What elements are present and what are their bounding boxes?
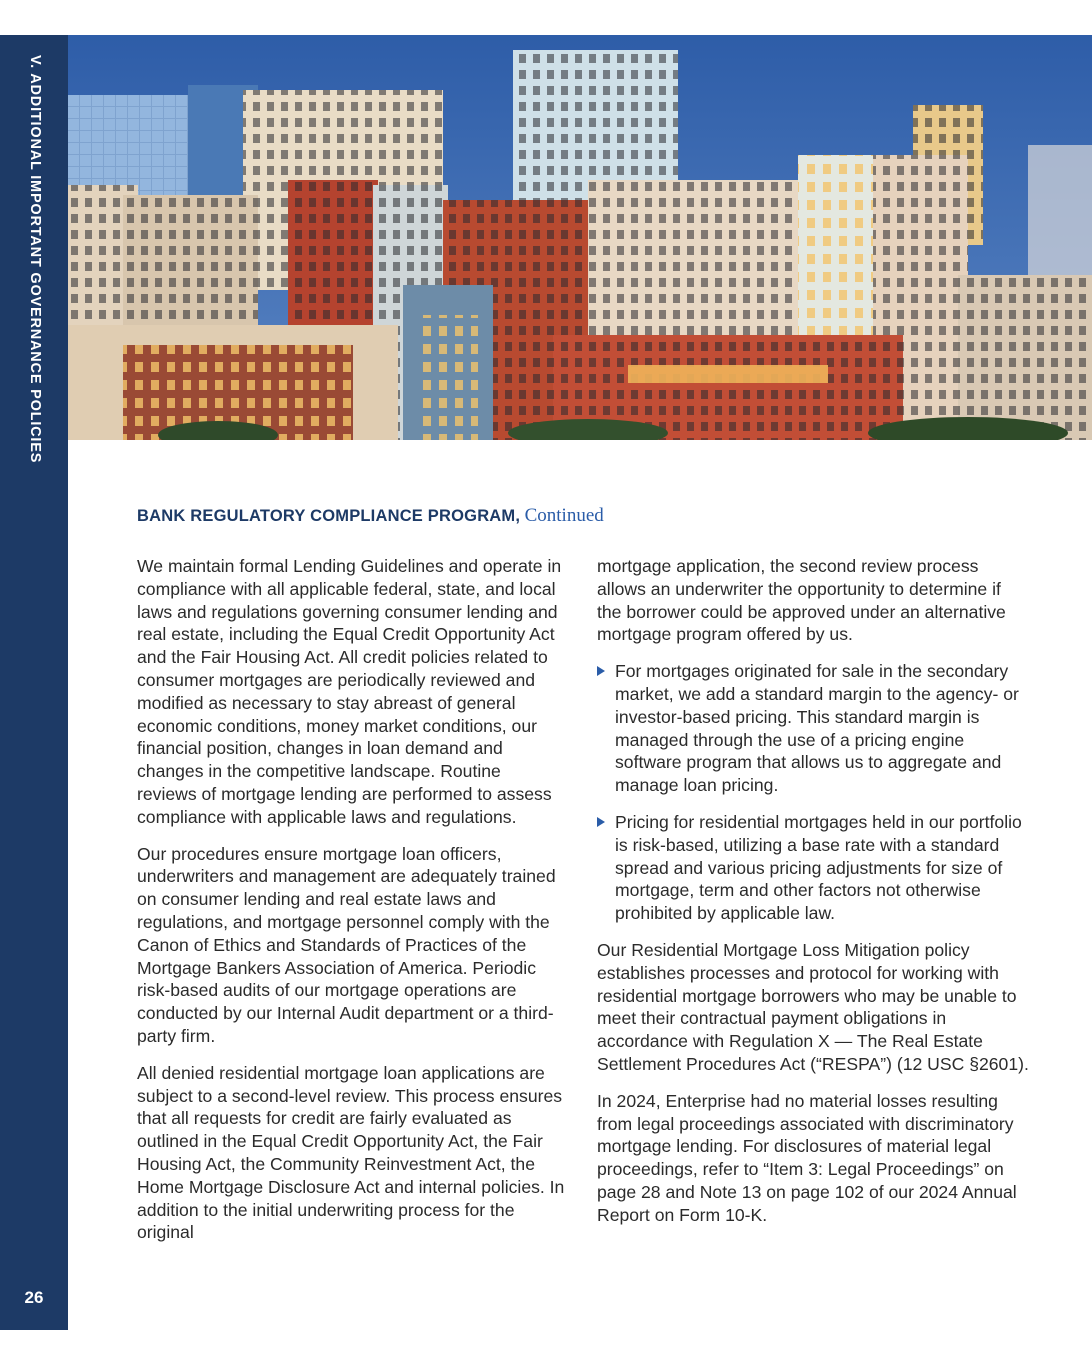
city-skyline-illustration — [68, 35, 1092, 440]
left-column — [137, 555, 565, 1258]
bullet-item — [597, 811, 1029, 925]
bullet-item — [597, 660, 1029, 797]
bullet-text: Pricing for residential mortgages held in our portfolio is risk-based, utilizing a base rate with a standard spread and various pricing adjustments for size of mortgage, term and other factors not otherwise prohibited by applicable law. — [615, 811, 1022, 924]
paragraph: We maintain formal Lending Guidelines and operate in compliance with all applicable federal, state, and local laws and regulations governing consumer lending and real estate, including the Equal Credit Opportunity Act and the Fair Housing Act. All credit policies related to consumer mortgages are periodically reviewed and modified as necessary to stay abreast of general economic conditions, money market conditions, our financial position, changes in loan demand and changes in the competitive landscape. Routine reviews of mortgage lending are performed to assess compliance with applicable laws and regulations. — [137, 556, 562, 827]
right-column — [597, 555, 1029, 1241]
triangle-bullet-icon — [597, 666, 605, 676]
paragraph: All denied residential mortgage loan applications are subject to a second-level review. This process ensures that all requests for credit are fairly evaluated as outlined in the Equal Credit Opportunity Act, the Fair Housing Act, the Community Reinvestment Act, the Home Mortgage Disclosure Act and internal policies. In addition to the initial underwriting process for the original — [137, 1062, 565, 1243]
sidebar — [0, 35, 68, 1330]
paragraph: Our Residential Mortgage Loss Mitigation policy establishes processes and protocol for working with residential mortgage borrowers who may be unable to meet their contractual payment obligations in accordance with Regulation X — The Real Estate Settlement Procedures Act (“RESPA”) (12 USC §2601). — [597, 939, 1029, 1074]
heading-main: BANK REGULATORY COMPLIANCE PROGRAM, — [137, 507, 521, 525]
triangle-bullet-icon — [597, 817, 605, 827]
section-heading — [137, 505, 604, 527]
heading-continued: Continued — [524, 505, 604, 526]
paragraph: In 2024, Enterprise had no material losses resulting from legal proceedings associated with discriminatory mortgage lending. For disclosures of material legal proceedings, refer to “Item 3: Legal Proceedings” on page 28 and Note 13 on page 102 of our 2024 Annual Report on Form 10-K. — [597, 1090, 1017, 1225]
paragraph: Our procedures ensure mortgage loan officers, underwriters and management are adequately trained on consumer lending and real estate laws and regulations, and mortgage personnel comply with the Canon of Ethics and Standards of Practices of the Mortgage Bankers Association of America. Periodic risk-based audits of our mortgage operations are conducted by our Internal Audit department or a third-party firm. — [137, 843, 556, 1046]
section-title: V. ADDITIONAL IMPORTANT GOVERNANCE POLICIES — [27, 55, 43, 464]
bullet-text: For mortgages originated for sale in the secondary market, we add a standard margin to the agency- or investor-based pricing. This standard margin is managed through the use of a pricing engine software program that allows us to aggregate and manage loan pricing. — [615, 661, 1019, 796]
paragraph: mortgage application, the second review process allows an underwriter the opportunity to determine if the borrower could be approved under an alternative mortgage program offered by us. — [597, 556, 1006, 645]
city-skyline-photo — [68, 35, 1092, 440]
page-number: 26 — [24, 1288, 44, 1307]
